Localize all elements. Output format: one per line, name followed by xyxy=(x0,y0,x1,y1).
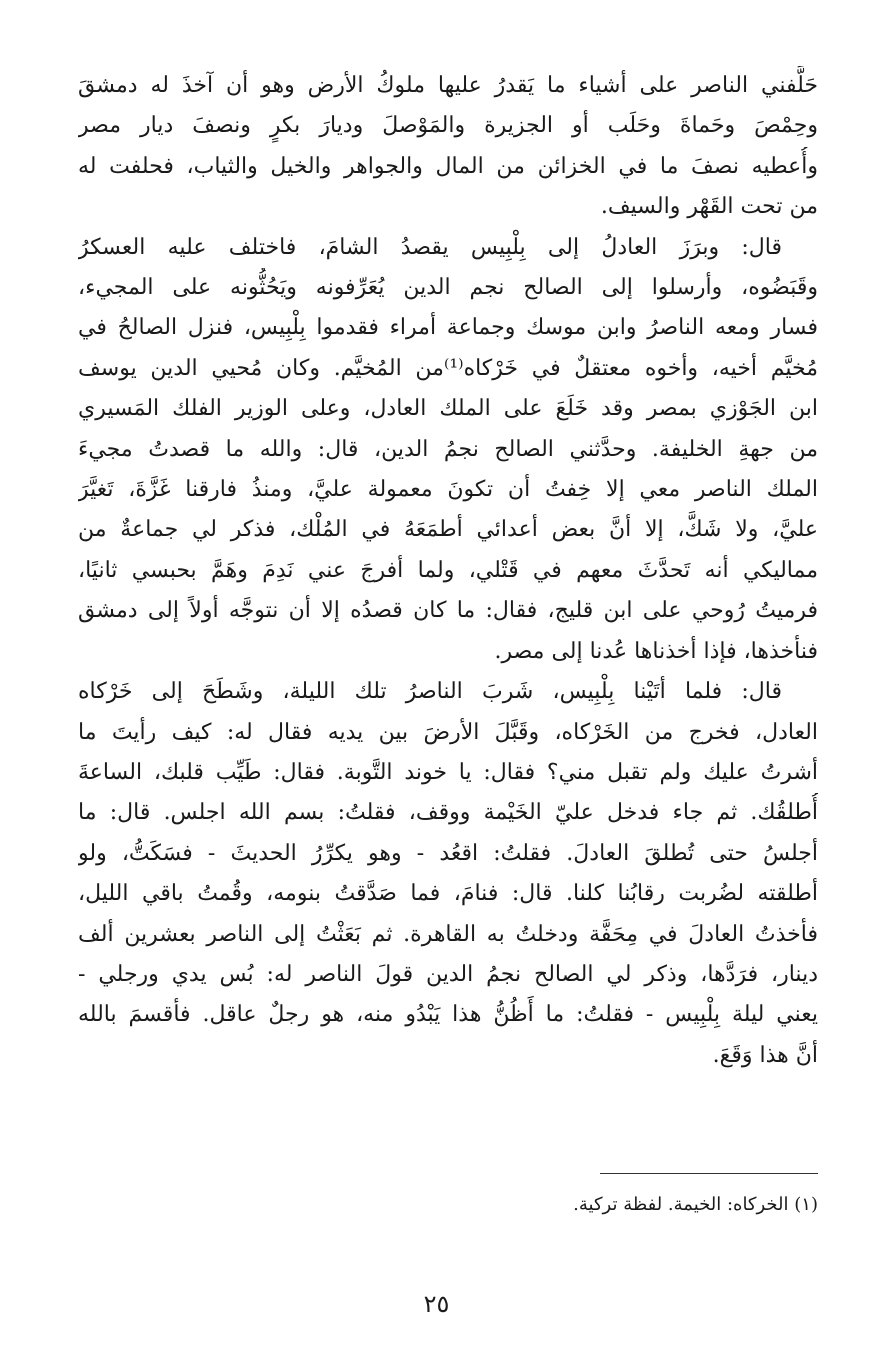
footnote: (١) الخركاه: الخيمة. لفظة تركية. xyxy=(573,1194,818,1215)
paragraph-1 xyxy=(78,66,818,228)
text-line: أنَّ هذا وَقَعَ. xyxy=(712,1042,818,1068)
text-line: ابن الجَوْزي بمصر وقد خَلَعَ على الملك العادل، وعلى الوزير الفلك المَسيري xyxy=(78,396,818,422)
main-text xyxy=(78,66,818,1076)
text-line: أطلقته لضُربت رقابُنا كلنا. قال: فنامَ، فما صَدَّقتُ بنومه، وقُمتُ باقي الليل، xyxy=(78,881,818,907)
text-line: عليَّ، ولا شَكَّ، إلا أنَّ بعض أعدائي أطمَعَهُ في المُلْك، فذكر لي جماعةٌ من xyxy=(78,517,818,543)
footnote-divider xyxy=(600,1173,818,1174)
page-number: ٢٥ xyxy=(423,1290,450,1318)
text-line: من تحت القَهْر والسيف. xyxy=(600,194,818,220)
text-line: قال: وبرَزَ العادلُ إلى بِلْبِيس يقصدُ الشامَ، فاختلف عليه العسكرُ xyxy=(78,234,782,260)
text-line: فنأخذها، فإذا أخذناها عُدنا إلى مصر. xyxy=(494,638,818,664)
text-line: دينار، فرَدَّها، وذكر لي الصالح نجمُ الدين قولَ الناصر له: بُس يدي ورجلي - xyxy=(78,961,818,987)
text-line: فسار ومعه الناصرُ وابن موسك وجماعة أمراء فقدموا بِلْبِيس، فنزل الصالحُ في xyxy=(78,315,818,341)
text-line: مُخيَّم أخيه، وأخوه معتقلٌ في خَرْكاه⁽¹⁾من المُخيَّم. وكان مُحيي الدين يوسف xyxy=(78,355,818,381)
text-line: أجلسُ حتى تُطلقَ العادلَ. فقلتُ: اقعُد - وهو يكرِّرُ الحديثَ - فسَكَتُّ، ولو xyxy=(78,840,818,866)
paragraph-3 xyxy=(78,672,818,1076)
text-line: حَلَّفني الناصر على أشياء ما يَقدرُ عليها ملوكُ الأرض وهو أن آخذَ له دمشقَ xyxy=(78,73,818,98)
text-line: أشرتُ عليك ولم تقبل مني؟ فقال: يا خوند التَّوبة. فقال: طَيِّب قلبك، الساعةَ xyxy=(78,759,818,785)
text-line: فأخذتُ العادلَ في مِحَفَّة ودخلتُ به القاهرة. ثم بَعَثْتُ إلى الناصر بعشرين ألف xyxy=(78,921,818,947)
text-line: الملك الناصر معي إلا خِفتُ أن تكونَ معمولة عليَّ، ومنذُ فارقنا غَزَّةَ، تَغيَّرَ xyxy=(78,477,818,503)
text-line: أُطلقُك. ثم جاء فدخل عليّ الخَيْمة ووقف، فقلتُ: بسم الله اجلس. قال: ما xyxy=(78,800,818,826)
text-line: من جهةِ الخليفة. وحدَّثني الصالح نجمُ الدين، قال: والله ما قصدتُ مجيءَ xyxy=(78,436,818,462)
text-line: مماليكي أنه تَحدَّثَ معهم في قَتْلي، ولما أفرجَ عني نَدِمَ وهَمَّ بحبسي ثانيًا، xyxy=(78,557,818,583)
text-line: وقَبَضُوه، وأرسلوا إلى الصالح نجم الدين يُعَرِّفونه ويَحُثُّونه على المجيء، xyxy=(78,275,818,301)
text-line: يعني ليلة بِلْبِيس - فقلتُ: ما أَظُنُّ هذا يَبْدُو منه، هو رجلٌ عاقل. فأقسمَ بالله xyxy=(78,1002,818,1028)
text-line: قال: فلما أتَيْنا بِلْبِيس، شَربَ الناصرُ تلك الليلة، وشَطَحَ إلى خَرْكاه xyxy=(78,679,782,705)
text-line: وحِمْصَ وحَماةَ وحَلَب أو الجزيرة والمَوْصلَ وديارَ بكرٍ ونصفَ ديار مصر xyxy=(78,113,818,139)
text-line: العادل، فخرج من الخَرْكاه، وقَبَّلَ الأرضَ بين يديه فقال له: كيف رأيتَ ما xyxy=(78,719,818,745)
text-line: وأُعطيه نصفَ ما في الخزائن من المال والجواهر والخيل والثياب، فحلفت له xyxy=(78,153,818,179)
text-line: فرميتُ رُوحي على ابن قليج، فقال: ما كان قصدُه إلا أن نتوجَّه أولاً إلى دمشق xyxy=(78,598,818,624)
paragraph-2 xyxy=(78,228,818,672)
